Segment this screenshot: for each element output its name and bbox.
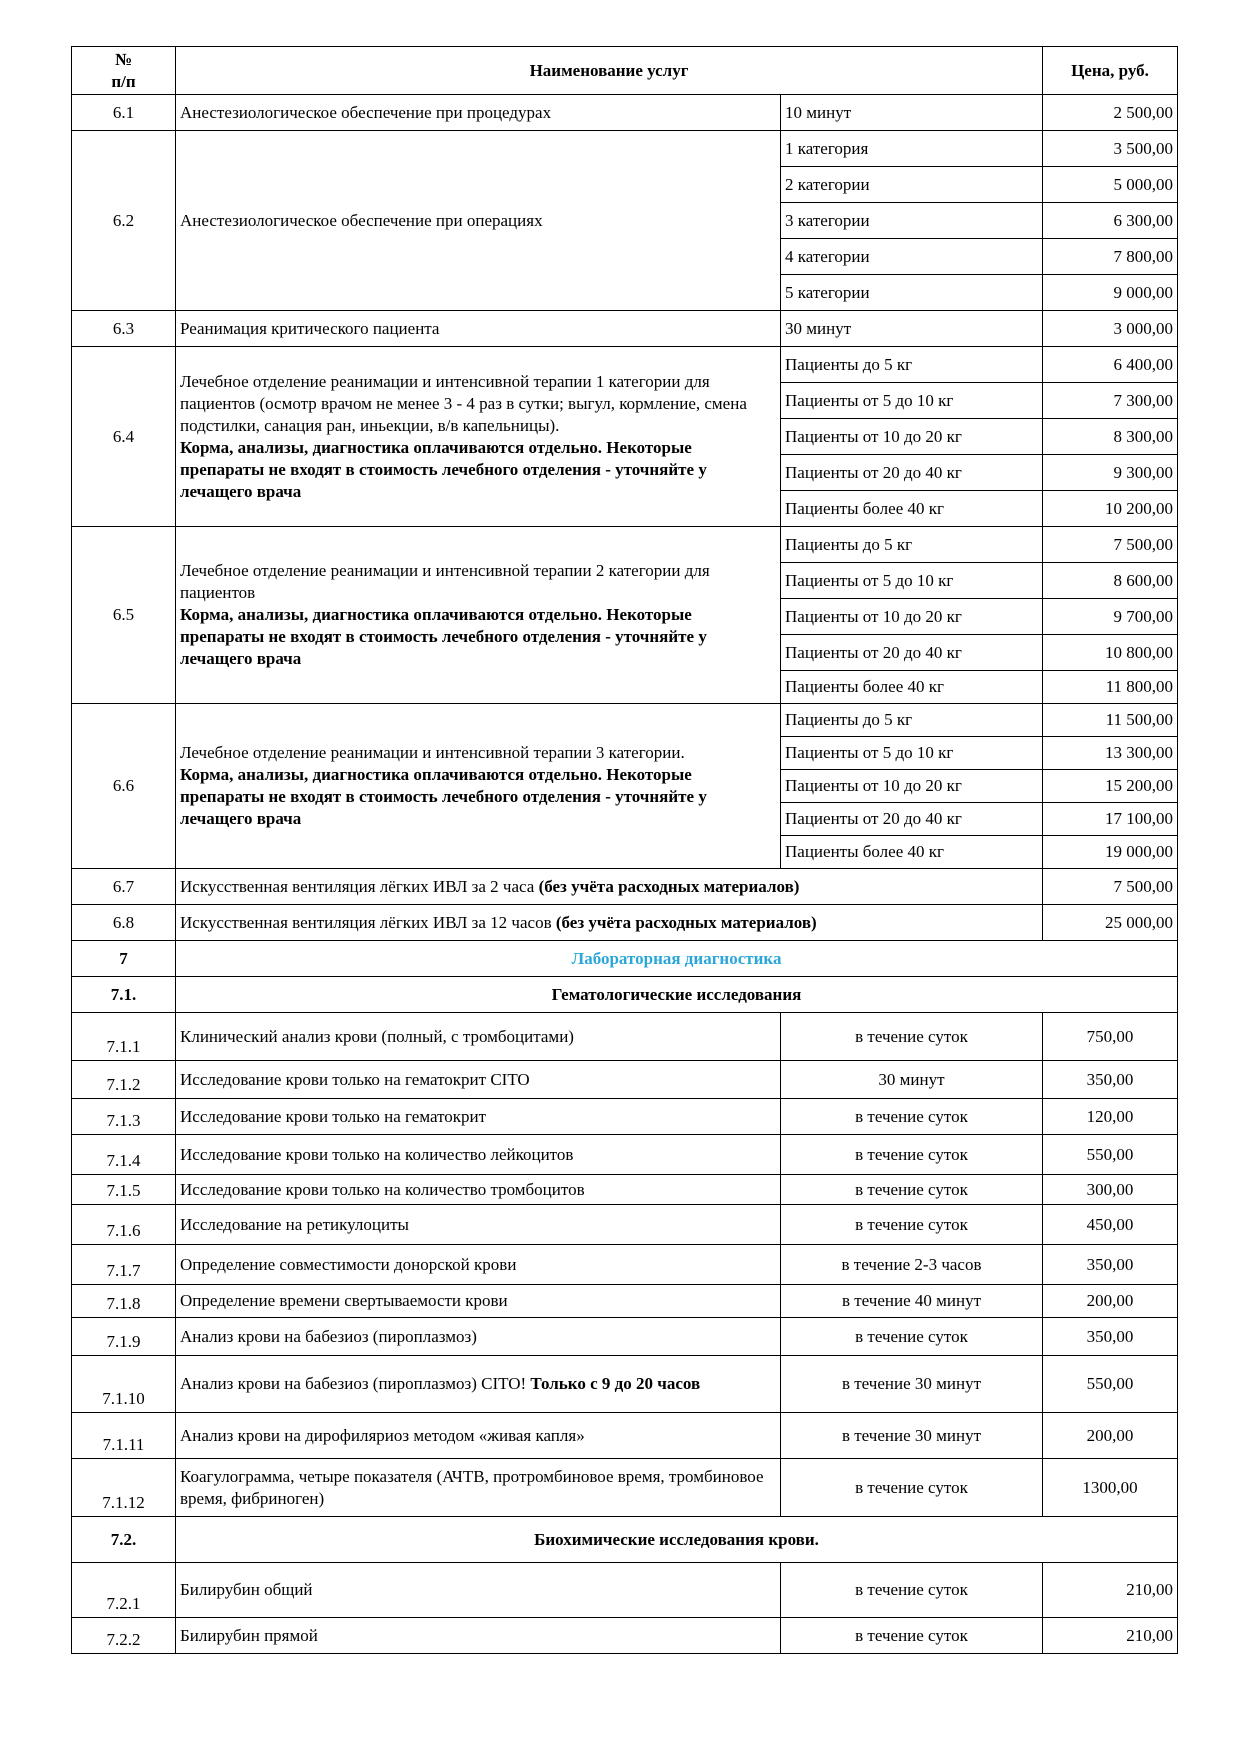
subsection-title: Биохимические исследования крови.: [176, 1517, 1178, 1563]
row-num: 7.2.2: [72, 1618, 176, 1654]
row-unit: в течение суток: [781, 1175, 1043, 1205]
row-num: 6.8: [72, 905, 176, 941]
row-price: 1300,00: [1043, 1459, 1178, 1517]
row-price: 350,00: [1043, 1061, 1178, 1099]
row-unit: Пациенты до 5 кг: [781, 527, 1043, 563]
row-name-cell: [176, 869, 1043, 905]
row-bold-note: (без учёта расходных материалов): [555, 912, 817, 932]
table-row: [72, 1099, 1178, 1135]
row-price: 11 800,00: [1043, 671, 1178, 704]
row-price: 10 200,00: [1043, 491, 1178, 527]
row-num: 7.1.12: [72, 1459, 176, 1517]
row-name: Лечебное отделение реанимации и интенсивной терапии 2 категории для пациентов: [180, 561, 710, 602]
table-row: [72, 1285, 1178, 1318]
subsection-row: [72, 1517, 1178, 1563]
row-unit: Пациенты от 10 до 20 кг: [781, 419, 1043, 455]
row-unit: Пациенты от 10 до 20 кг: [781, 599, 1043, 635]
row-price: 3 000,00: [1043, 311, 1178, 347]
row-name-cell: [176, 905, 1043, 941]
row-unit: 4 категории: [781, 239, 1043, 275]
row-unit: Пациенты до 5 кг: [781, 347, 1043, 383]
row-num: 7.1.9: [72, 1318, 176, 1356]
row-num: 7.2.1: [72, 1563, 176, 1618]
row-unit: Пациенты от 20 до 40 кг: [781, 635, 1043, 671]
table-row: [72, 95, 1178, 131]
row-num: 6.6: [72, 704, 176, 869]
table-row: [72, 527, 1178, 563]
row-name: Билирубин прямой: [176, 1618, 781, 1654]
row-price: 120,00: [1043, 1099, 1178, 1135]
row-price: 15 200,00: [1043, 770, 1178, 803]
row-price: 450,00: [1043, 1205, 1178, 1245]
table-row: [72, 1618, 1178, 1654]
row-price: 210,00: [1043, 1563, 1178, 1618]
row-name: Лечебное отделение реанимации и интенсивной терапии 1 категории для пациентов (осмотр врачом не менее 3 - 4 раз в сутки; выгул, кормление, смена подстилки, санация ран, иньекции, в/в капельницы).: [180, 371, 747, 435]
subsection-num: 7.2.: [72, 1517, 176, 1563]
subsection-row: [72, 977, 1178, 1013]
row-unit: Пациенты от 20 до 40 кг: [781, 803, 1043, 836]
row-price: 8 300,00: [1043, 419, 1178, 455]
row-unit: Пациенты более 40 кг: [781, 836, 1043, 869]
section-title: Лабораторная диагностика: [176, 941, 1178, 977]
row-unit: 30 минут: [781, 311, 1043, 347]
row-unit: Пациенты от 5 до 10 кг: [781, 737, 1043, 770]
table-row: [72, 131, 1178, 167]
row-price: 7 800,00: [1043, 239, 1178, 275]
table-row: [72, 1318, 1178, 1356]
row-price: 2 500,00: [1043, 95, 1178, 131]
row-unit: в течение 40 минут: [781, 1285, 1043, 1318]
row-unit: 5 категории: [781, 275, 1043, 311]
row-price: 550,00: [1043, 1356, 1178, 1413]
row-name: Исследование крови только на количество лейкоцитов: [176, 1135, 781, 1175]
row-price: 350,00: [1043, 1245, 1178, 1285]
row-price: 200,00: [1043, 1285, 1178, 1318]
row-price: 6 300,00: [1043, 203, 1178, 239]
row-num: 7.1.6: [72, 1205, 176, 1245]
row-price: 8 600,00: [1043, 563, 1178, 599]
row-num: 6.1: [72, 95, 176, 131]
header-name: Наименование услуг: [176, 47, 1043, 95]
row-price: 10 800,00: [1043, 635, 1178, 671]
table-row: [72, 347, 1178, 383]
row-name-cell: [176, 1356, 781, 1413]
table-row: [72, 1061, 1178, 1099]
row-note: Корма, анализы, диагностика оплачиваются отдельно. Некоторые препараты не входят в стоимость лечебного отделения - уточняйте у лечащего врача: [180, 605, 707, 668]
table-row: [72, 1459, 1178, 1517]
table-header-row: [72, 47, 1178, 95]
row-name-cell: [176, 347, 781, 527]
row-note: Корма, анализы, диагностика оплачиваются отдельно. Некоторые препараты не входят в стоимость лечебного отделения - уточняйте у лечащего врача: [180, 437, 707, 501]
row-name: Исследование крови только на гематокрит: [176, 1099, 781, 1135]
row-name-cell: [176, 527, 781, 704]
row-num: 7.1.5: [72, 1175, 176, 1205]
table-row: [72, 1356, 1178, 1413]
row-price: 200,00: [1043, 1413, 1178, 1459]
row-price: 9 000,00: [1043, 275, 1178, 311]
table-row: [72, 1135, 1178, 1175]
row-unit: Пациенты более 40 кг: [781, 671, 1043, 704]
row-num: 6.4: [72, 347, 176, 527]
row-num: 7.1.3: [72, 1099, 176, 1135]
row-unit: в течение 30 минут: [781, 1413, 1043, 1459]
row-num: 7.1.10: [72, 1356, 176, 1413]
row-price: 25 000,00: [1043, 905, 1178, 941]
row-unit: Пациенты до 5 кг: [781, 704, 1043, 737]
row-unit: в течение 2-3 часов: [781, 1245, 1043, 1285]
row-name: Исследование крови только на количество тромбоцитов: [176, 1175, 781, 1205]
row-unit: в течение суток: [781, 1135, 1043, 1175]
row-unit: в течение суток: [781, 1318, 1043, 1356]
row-name: Искусственная вентиляция лёгких ИВЛ за 12 часов: [180, 912, 556, 932]
row-price: 6 400,00: [1043, 347, 1178, 383]
row-unit: в течение суток: [781, 1563, 1043, 1618]
row-name: Билирубин общий: [176, 1563, 781, 1618]
table-row: [72, 905, 1178, 941]
table-row: [72, 1413, 1178, 1459]
row-unit: в течение суток: [781, 1618, 1043, 1654]
row-unit: Пациенты от 5 до 10 кг: [781, 563, 1043, 599]
row-num: 7.1.7: [72, 1245, 176, 1285]
row-name: Искусственная вентиляция лёгких ИВЛ за 2 часа: [180, 876, 539, 896]
row-unit: в течение суток: [781, 1099, 1043, 1135]
row-num: 7.1.8: [72, 1285, 176, 1318]
row-num: 7.1.11: [72, 1413, 176, 1459]
row-unit: в течение суток: [781, 1205, 1043, 1245]
row-price: 5 000,00: [1043, 167, 1178, 203]
row-price: 3 500,00: [1043, 131, 1178, 167]
row-name: Клинический анализ крови (полный, с тромбоцитами): [176, 1013, 781, 1061]
row-num: 6.3: [72, 311, 176, 347]
row-unit: 3 категории: [781, 203, 1043, 239]
table-row: [72, 1013, 1178, 1061]
price-table: [71, 46, 1178, 1654]
row-unit: 1 категория: [781, 131, 1043, 167]
row-price: 7 300,00: [1043, 383, 1178, 419]
row-name: Анализ крови на бабезиоз (пироплазмоз) CITO!: [180, 1374, 531, 1393]
row-price: 350,00: [1043, 1318, 1178, 1356]
row-name: Исследование крови только на гематокрит CITO: [176, 1061, 781, 1099]
row-price: 550,00: [1043, 1135, 1178, 1175]
table-row: [72, 1205, 1178, 1245]
row-name: Исследование на ретикулоциты: [176, 1205, 781, 1245]
table-row: [72, 869, 1178, 905]
row-price: 17 100,00: [1043, 803, 1178, 836]
row-name: Анализ крови на бабезиоз (пироплазмоз): [176, 1318, 781, 1356]
row-unit: Пациенты от 20 до 40 кг: [781, 455, 1043, 491]
header-num: № п/п: [72, 47, 176, 95]
row-unit: Пациенты более 40 кг: [781, 491, 1043, 527]
row-price: 13 300,00: [1043, 737, 1178, 770]
row-unit: 10 минут: [781, 95, 1043, 131]
row-name-cell: [176, 704, 781, 869]
row-name: Лечебное отделение реанимации и интенсивной терапии 3 категории.: [180, 743, 685, 762]
row-name: Анестезиологическое обеспечение при операциях: [176, 131, 781, 311]
row-unit: в течение суток: [781, 1459, 1043, 1517]
table-row: [72, 704, 1178, 737]
table-row: [72, 1563, 1178, 1618]
table-row: [72, 311, 1178, 347]
table-row: [72, 1175, 1178, 1205]
subsection-num: 7.1.: [72, 977, 176, 1013]
row-note: Корма, анализы, диагностика оплачиваются отдельно. Некоторые препараты не входят в стоимость лечебного отделения - уточняйте у лечащего врача: [180, 765, 707, 828]
row-price: 9 300,00: [1043, 455, 1178, 491]
row-unit: в течение 30 минут: [781, 1356, 1043, 1413]
row-price: 19 000,00: [1043, 836, 1178, 869]
row-name: Анестезиологическое обеспечение при процедурах: [176, 95, 781, 131]
section-num: 7: [72, 941, 176, 977]
row-price: 11 500,00: [1043, 704, 1178, 737]
row-num: 6.7: [72, 869, 176, 905]
row-name: Определение совместимости донорской крови: [176, 1245, 781, 1285]
row-price: 9 700,00: [1043, 599, 1178, 635]
row-unit: в течение суток: [781, 1013, 1043, 1061]
row-num: 7.1.4: [72, 1135, 176, 1175]
header-price: Цена, руб.: [1043, 47, 1178, 95]
row-price: 300,00: [1043, 1175, 1178, 1205]
row-name: Анализ крови на дирофиляриоз методом «живая капля»: [176, 1413, 781, 1459]
subsection-title: Гематологические исследования: [176, 977, 1178, 1013]
row-price: 7 500,00: [1043, 869, 1178, 905]
row-num: 7.1.1: [72, 1013, 176, 1061]
row-name: Определение времени свертываемости крови: [176, 1285, 781, 1318]
row-name: Коагулограмма, четыре показателя (АЧТВ, протромбиновое время, тромбиновое время, фибриноген): [176, 1459, 781, 1517]
row-price: 210,00: [1043, 1618, 1178, 1654]
row-price: 7 500,00: [1043, 527, 1178, 563]
row-unit: Пациенты от 5 до 10 кг: [781, 383, 1043, 419]
row-unit: 30 минут: [781, 1061, 1043, 1099]
row-num: 6.2: [72, 131, 176, 311]
section-row: [72, 941, 1178, 977]
row-unit: 2 категории: [781, 167, 1043, 203]
table-row: [72, 1245, 1178, 1285]
row-num: 7.1.2: [72, 1061, 176, 1099]
row-price: 750,00: [1043, 1013, 1178, 1061]
row-bold-note: (без учёта расходных материалов): [538, 876, 800, 896]
row-name: Реанимация критического пациента: [176, 311, 781, 347]
row-bold-note: Только с 9 до 20 часов: [530, 1374, 701, 1393]
row-num: 6.5: [72, 527, 176, 704]
row-unit: Пациенты от 10 до 20 кг: [781, 770, 1043, 803]
